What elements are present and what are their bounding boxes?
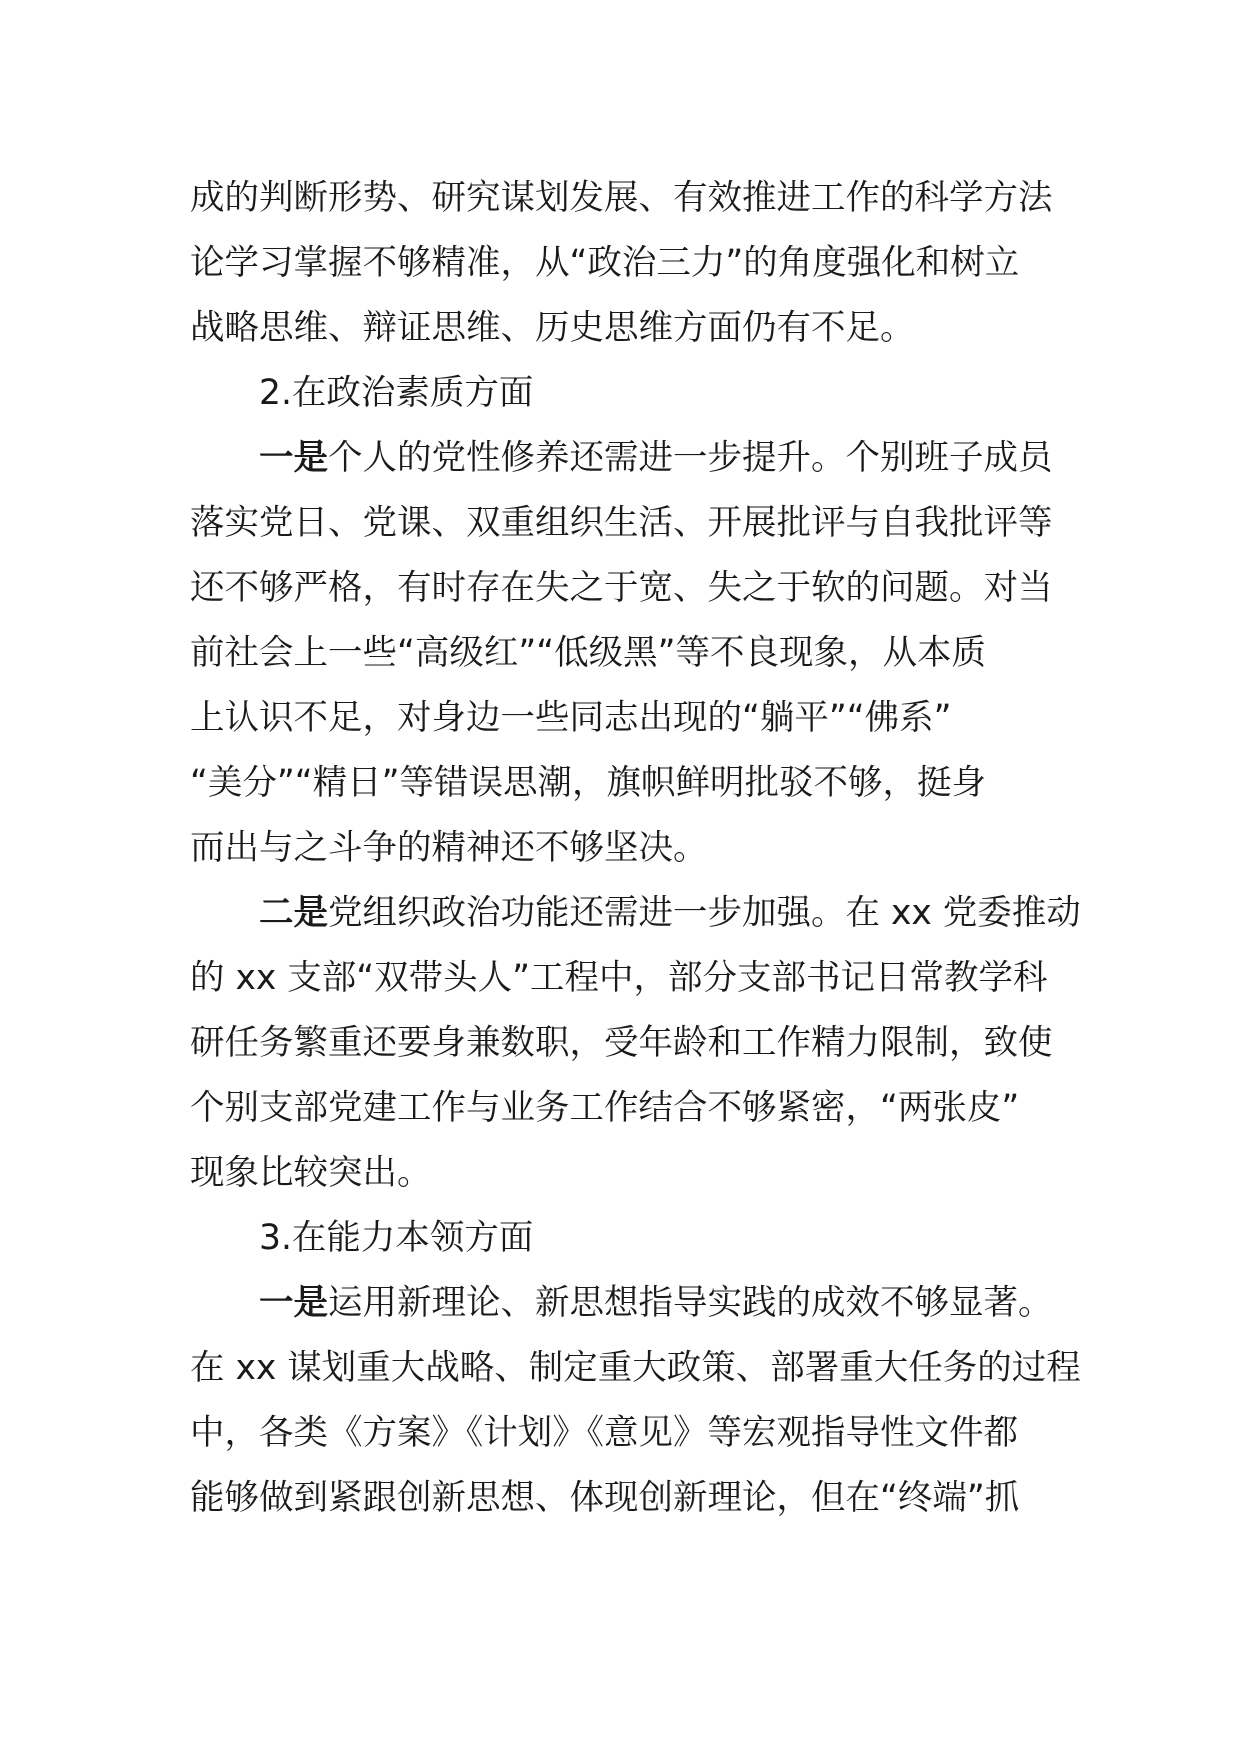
text-line: 成的判断形势、研究谋划发展、有效推进工作的科学方法 xyxy=(190,178,1053,218)
text-line: 在 xx 谋划重大战略、制定重大政策、部署重大任务的过程 xyxy=(190,1348,1081,1388)
text-line: 个别支部党建工作与业务工作结合不够紧密，“两张皮” xyxy=(190,1088,1020,1128)
paragraph-lead: 一是 xyxy=(259,438,328,478)
text-line: 的 xx 支部“双带头人”工程中，部分支部书记日常教学科 xyxy=(190,958,1048,998)
paragraph-lead: 一是 xyxy=(259,1283,328,1323)
document-body xyxy=(190,166,1081,1531)
text-line: 落实党日、党课、双重组织生活、开展批评与自我批评等 xyxy=(190,503,1053,543)
text-line: 战略思维、辩证思维、历史思维方面仍有不足。 xyxy=(190,308,915,348)
paragraph-text: 党组织政治功能还需进一步加强。在 xx 党委推动 xyxy=(328,893,1081,933)
paragraph-lead: 二是 xyxy=(259,893,328,933)
section-heading: 2.在政治素质方面 xyxy=(259,373,534,413)
text-line: 研任务繁重还要身兼数职，受年龄和工作精力限制，致使 xyxy=(190,1023,1053,1063)
text-line: 前社会上一些“高级红”“低级黑”等不良现象，从本质 xyxy=(190,633,986,673)
text-line: 还不够严格，有时存在失之于宽、失之于软的问题。对当 xyxy=(190,568,1053,608)
paragraph-start xyxy=(190,426,1053,491)
text-line: 论学习掌握不够精准，从“政治三力”的角度强化和树立 xyxy=(190,243,1020,283)
paragraph-start xyxy=(190,1271,1053,1336)
section-heading: 3.在能力本领方面 xyxy=(259,1218,534,1258)
text-line: 而出与之斗争的精神还不够坚决。 xyxy=(190,828,708,868)
text-line: 中，各类《方案》《计划》《意见》等宏观指导性文件都 xyxy=(190,1413,1018,1453)
text-line: 上认识不足，对身边一些同志出现的“躺平”“佛系” xyxy=(190,698,952,738)
paragraph-text: 个人的党性修养还需进一步提升。个别班子成员 xyxy=(328,438,1053,478)
paragraph-start xyxy=(190,881,1081,946)
text-line: 现象比较突出。 xyxy=(190,1153,432,1193)
text-line: “美分”“精日”等错误思潮，旗帜鲜明批驳不够，挺身 xyxy=(190,763,986,803)
text-line: 能够做到紧跟创新思想、体现创新理论，但在“终端”抓 xyxy=(190,1478,1020,1518)
paragraph-text: 运用新理论、新思想指导实践的成效不够显著。 xyxy=(328,1283,1053,1323)
